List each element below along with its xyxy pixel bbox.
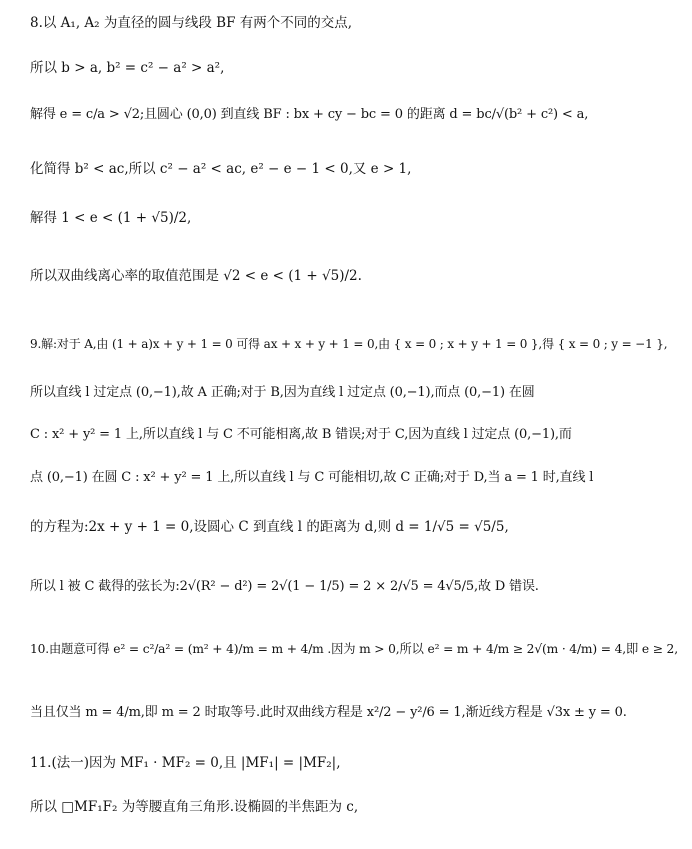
solution-9-line-2: 所以直线 l 过定点 (0,−1),故 A 正确;对于 B,因为直线 l 过定点 (0,−1),而点 (0,−1) 在圆: [30, 385, 535, 400]
solution-9-line-6: 所以 l 被 C 截得的弦长为:2√(R² − d²) = 2√(1 − 1/5) = 2 × 2/√5 = 4√5/5,故 D 错误.: [30, 579, 539, 594]
solution-8-line-4: 化简得 b² < ac,所以 c² − a² < ac, e² − e − 1 < 0,又 e > 1,: [30, 161, 412, 177]
solution-9-line-1: 9.解:对于 A,由 (1 + a)x + y + 1 = 0 可得 ax + x + y + 1 = 0,由 { x = 0 ; x + y + 1 = 0 },得 { x = 0 ; y = −1 },: [30, 337, 668, 351]
solution-9-line-3: C : x² + y² = 1 上,所以直线 l 与 C 不可能相离,故 B 错误;对于 C,因为直线 l 过定点 (0,−1),而: [30, 427, 572, 442]
solution-10-line-2: 当且仅当 m = 4/m,即 m = 2 时取等号.此时双曲线方程是 x²/2 − y²/6 = 1,渐近线方程是 √3x ± y = 0.: [30, 705, 627, 720]
solution-11-line-2: 所以 □MF₁F₂ 为等腰直角三角形.设椭圆的半焦距为 c,: [30, 799, 359, 815]
solution-9-line-5: 的方程为:2x + y + 1 = 0,设圆心 C 到直线 l 的距离为 d,则 d = 1/√5 = √5/5,: [30, 519, 509, 535]
solution-11-line-1: 11.(法一)因为 MF₁ · MF₂ = 0,且 |MF₁| = |MF₂|,: [30, 755, 341, 771]
solution-9-line-4: 点 (0,−1) 在圆 C : x² + y² = 1 上,所以直线 l 与 C 可能相切,故 C 正确;对于 D,当 a = 1 时,直线 l: [30, 470, 594, 485]
solution-10-line-1: 10.由题意可得 e² = c²/a² = (m² + 4)/m = m + 4/m .因为 m > 0,所以 e² = m + 4/m ≥ 2√(m · 4/m) = 4,即 e ≥ 2,: [30, 642, 678, 656]
solution-8-conclusion: 所以双曲线离心率的取值范围是 √2 < e < (1 + √5)/2.: [30, 268, 362, 284]
solution-8-line-3: 解得 e = c/a > √2;且圆心 (0,0) 到直线 BF : bx + cy − bc = 0 的距离 d = bc/√(b² + c²) < a,: [30, 107, 589, 122]
solution-8-line-5: 解得 1 < e < (1 + √5)/2,: [30, 210, 192, 226]
solution-8-line-1: 8.以 A₁, A₂ 为直径的圆与线段 BF 有两个不同的交点,: [30, 15, 353, 31]
solution-8-line-2: 所以 b > a, b² = c² − a² > a²,: [30, 60, 225, 76]
